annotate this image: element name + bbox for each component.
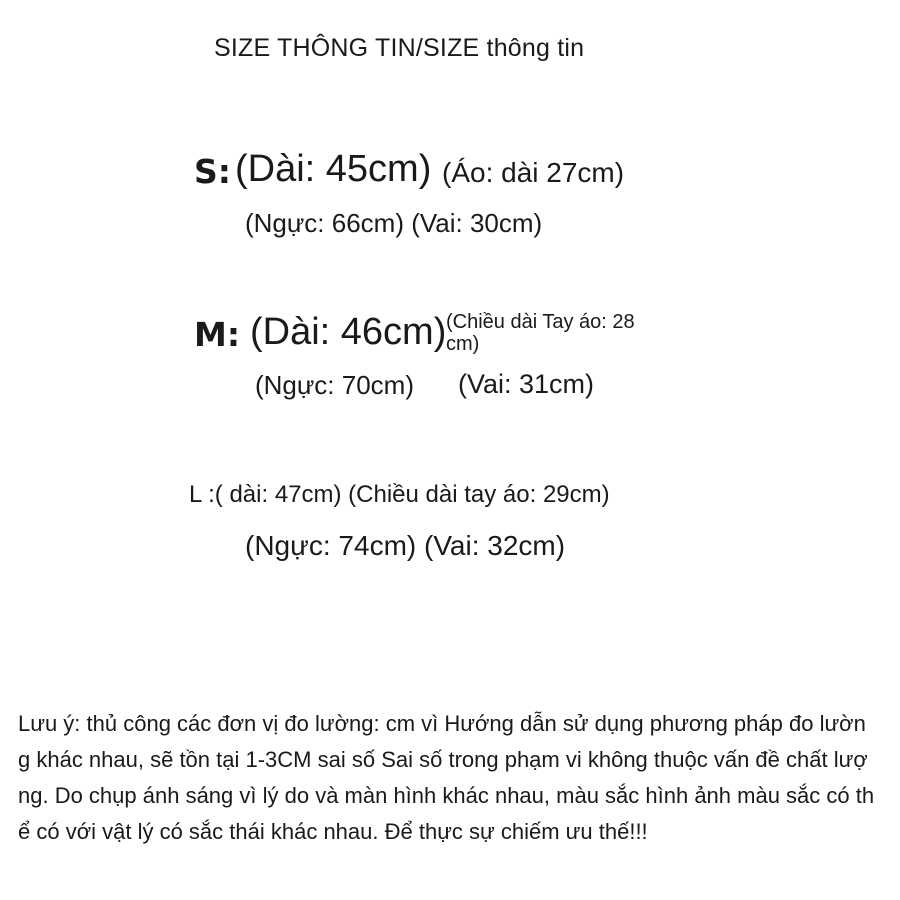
- size-s-label: S:: [194, 152, 231, 191]
- size-s-top-length: (Áo: dài 27cm): [442, 157, 625, 188]
- size-m-chest: (Ngực: 70cm): [255, 370, 414, 400]
- size-m-sleeve-length: (Chiều dài Tay áo: 28 cm): [446, 311, 635, 355]
- size-l-chest-shoulder: (Ngực: 74cm) (Vai: 32cm): [245, 530, 566, 561]
- size-m-label: M:: [194, 315, 241, 354]
- size-m-shoulder: (Vai: 31cm): [458, 369, 595, 399]
- page-title: SIZE THÔNG TIN/SIZE thông tin: [214, 34, 585, 62]
- size-m-length: (Dài: 46cm): [250, 311, 447, 353]
- size-s-length: (Dài: 45cm): [235, 148, 432, 190]
- measurement-note: Lưu ý: thủ công các đơn vị đo lường: cm vì Hướng dẫn sử dụng phương pháp đo lường khác nhau, sẽ tồn tại 1-3CM sai số Sai số trong phạm vi không thuộc vấn đề chất lượng. Do chụp ánh sáng vì lý do và màn hình khác nhau, màu sắc hình ảnh màu sắc có thể có với vật lý có sắc thái khác nhau. Để thực sự chiếm ưu thế!!!: [18, 711, 875, 844]
- size-l-length-sleeve: L :( dài: 47cm) (Chiều dài tay áo: 29cm): [189, 481, 610, 508]
- size-s-chest-shoulder: (Ngực: 66cm) (Vai: 30cm): [245, 208, 543, 238]
